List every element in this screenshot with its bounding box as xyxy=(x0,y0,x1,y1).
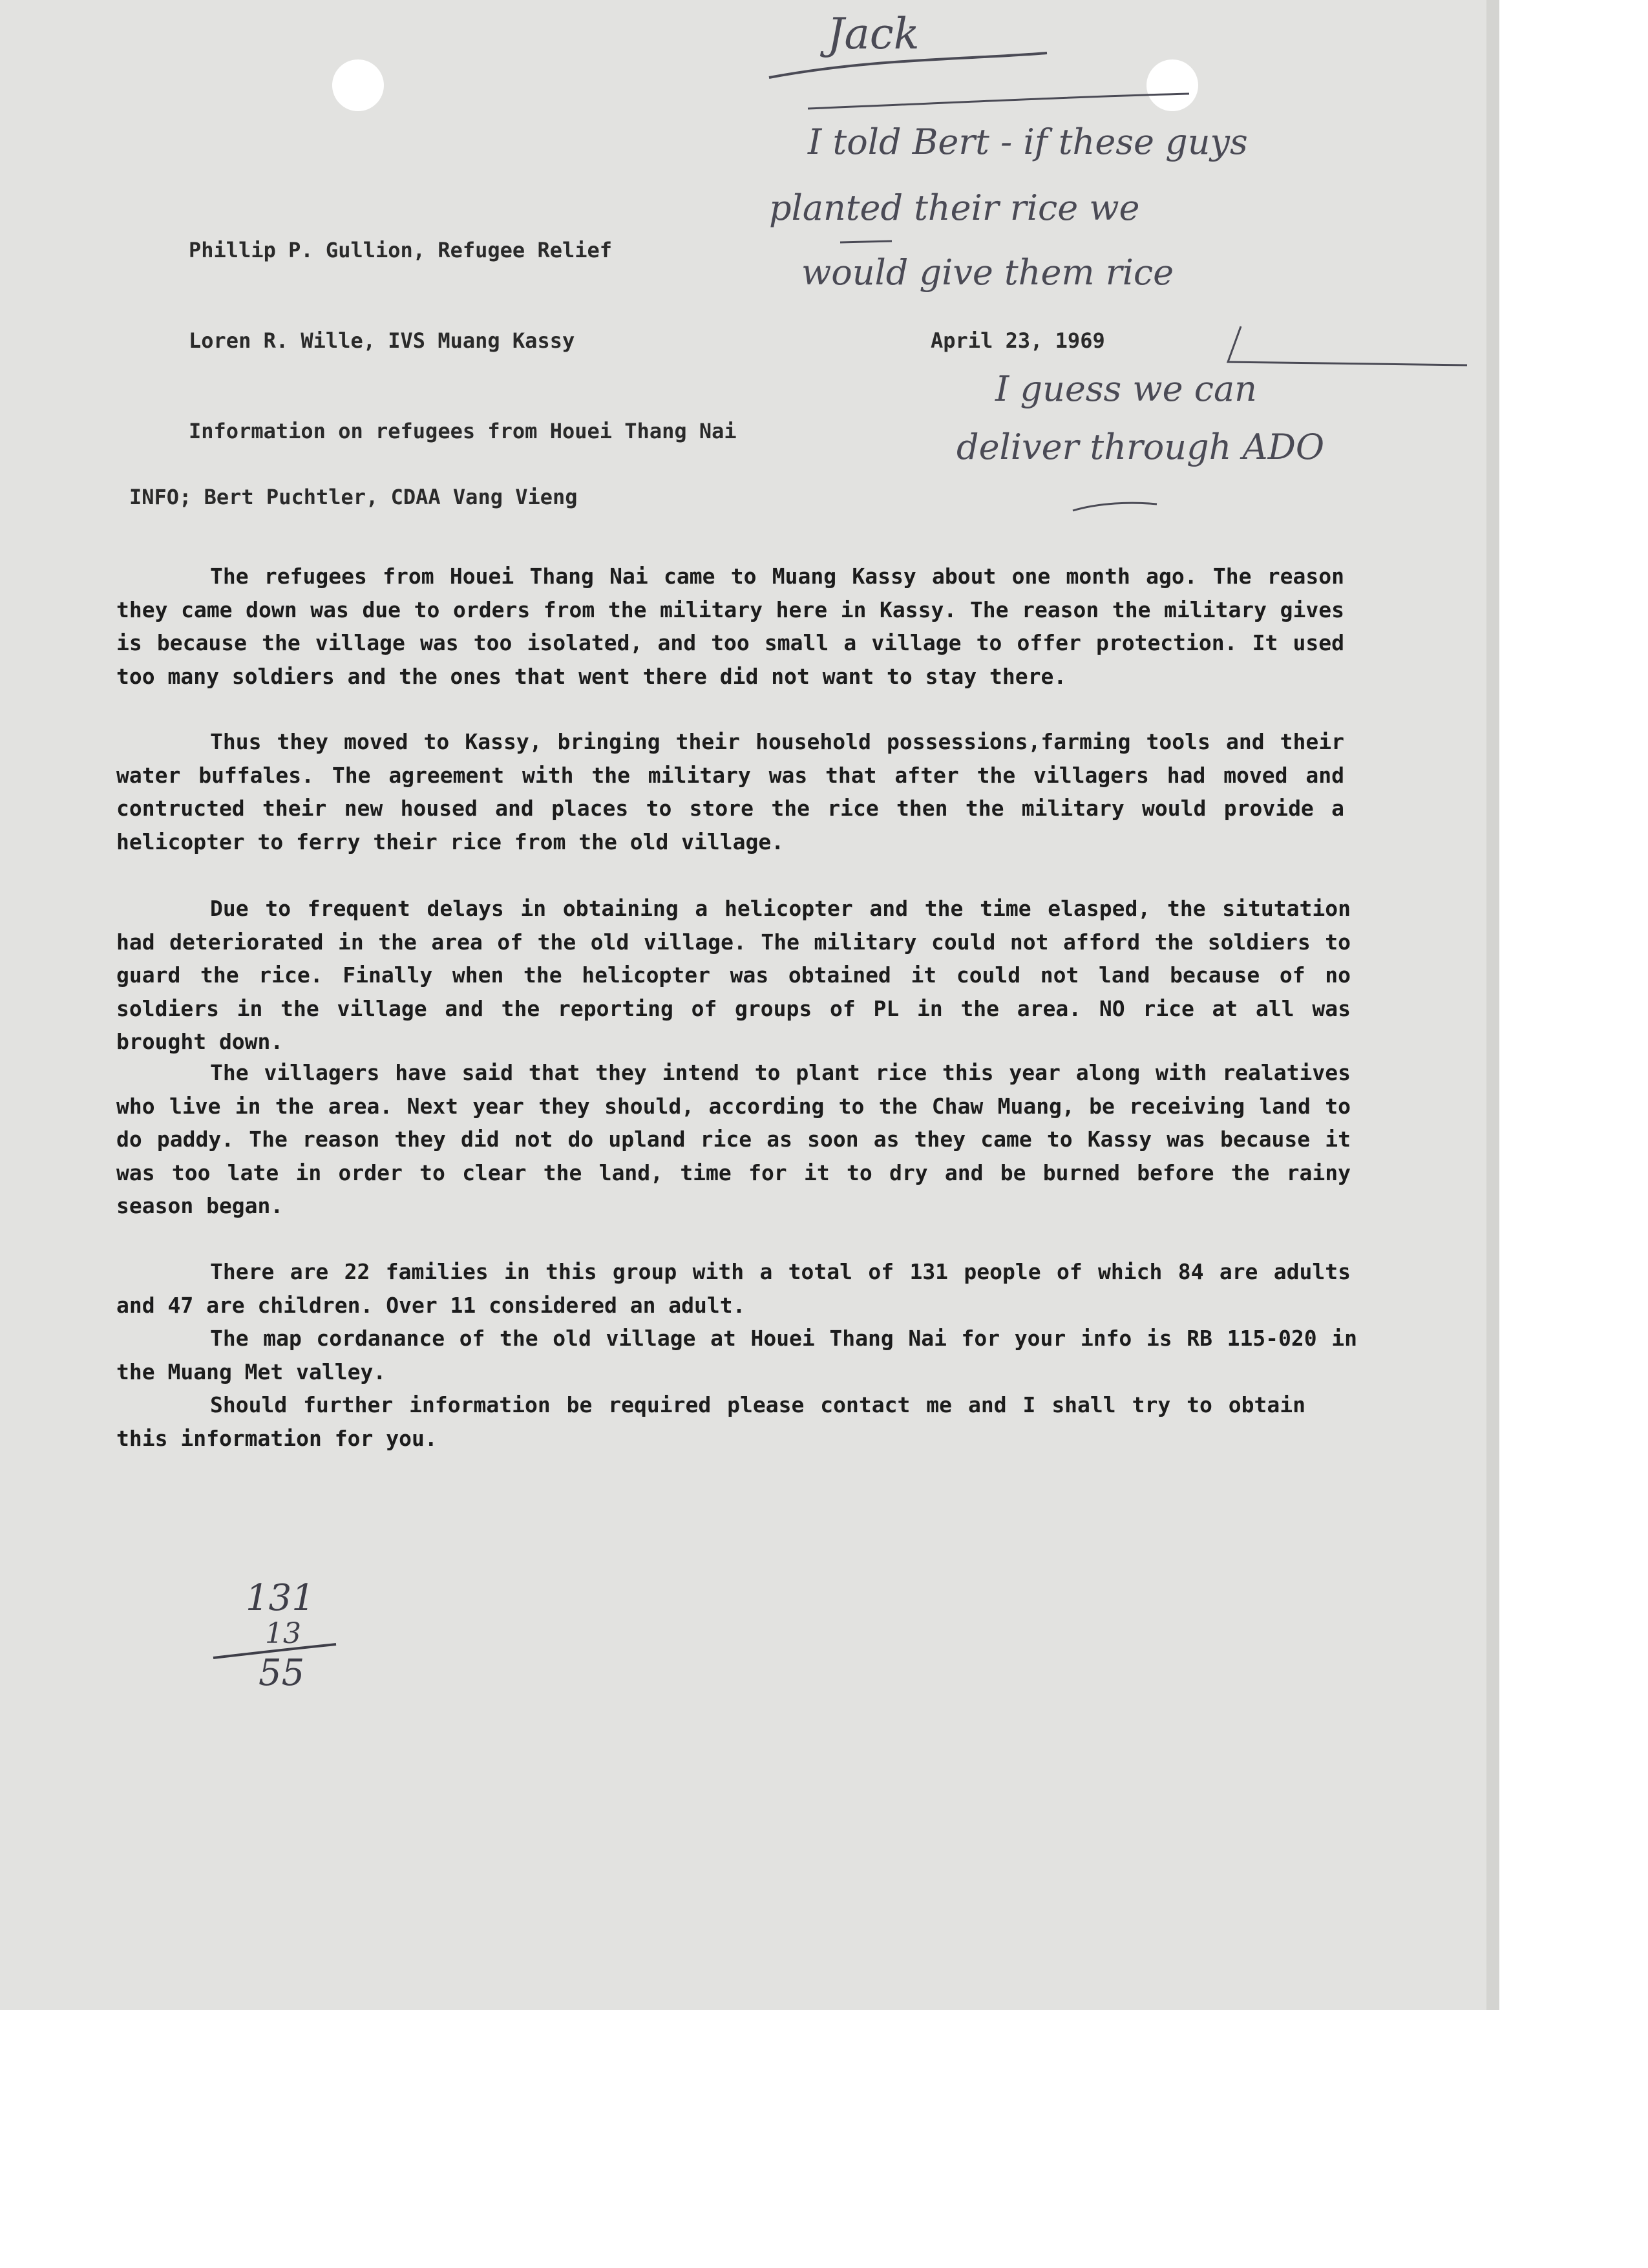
tally-number: 55 xyxy=(259,1652,305,1694)
handwritten-note-line: would give them rice xyxy=(801,252,1174,293)
memo-from: Loren R. Wille, IVS Muang Kassy xyxy=(189,328,575,353)
body-paragraph: The refugees from Houei Thang Nai came to Muang Kassy about one month ago. The reason they came down was due to orders from the military here in Kassy. The reason the military gives is because the village was too isolated, and too small a village to offer protection. It used too many soldiers and the ones that went there did not want to stay there. xyxy=(116,564,1344,689)
body-paragraph: Due to frequent delays in obtaining a helicopter and the time elasped, the situtation had deteriorated in the area of the old village. The military could not afford the soldiers to guard the rice. Finally when the helicopter was obtained it could not land because of no soldiers in the village and the reporting of groups of PL in the area. NO rice at all was brought down. xyxy=(116,896,1351,1054)
handwritten-note-line: I guess we can xyxy=(995,368,1257,409)
handwritten-note-line: planted their rice we xyxy=(769,187,1140,228)
memo-info: INFO; Bert Puchtler, CDAA Vang Vieng xyxy=(129,485,578,509)
tally-number: 131 xyxy=(246,1577,315,1619)
note-underline xyxy=(1073,503,1157,511)
memo-to: Phillip P. Gullion, Refugee Relief xyxy=(189,238,613,262)
tally-number: 13 xyxy=(265,1617,301,1650)
handwritten-note-line: I told Bert - if these guys xyxy=(808,122,1248,162)
body-paragraph: There are 22 families in this group with a total of 131 people of which 84 are adults and 47 are children. Over 11 considered an adult. xyxy=(116,1259,1351,1318)
body-paragraph: Thus they moved to Kassy, bringing their household possessions,farming tools and their water buffales. The agreement with the military was that after the villagers had moved and contructed their new housed and places to store the rice then the military would provide a helicopter to ferry their rice from the old village. xyxy=(116,729,1344,854)
handwritten-note-line: deliver through ADO xyxy=(956,427,1325,467)
name-underline xyxy=(808,94,1189,109)
short-underline xyxy=(840,241,892,242)
date-bracket xyxy=(1228,326,1467,365)
handwritten-tally xyxy=(200,1577,368,1719)
tally-rule xyxy=(200,1577,368,1719)
body-paragraph: Should further information be required please contact me and I shall try to obtain this information for you. xyxy=(116,1392,1305,1451)
memo-date: April 23, 1969 xyxy=(931,328,1105,353)
handwritten-name: Jack xyxy=(827,9,920,59)
body-paragraph: The villagers have said that they intend to plant rice this year along with realatives who live in the area. Next year they should, according to the Chaw Muang, be receiving land to do paddy. The reason they did not do upland rice as soon as they came to Kassy was because it was too late in order to clear the land, time for it to dry and be burned before the rainy season began. xyxy=(116,1060,1351,1218)
memo-subject: Information on refugees from Houei Thang Nai xyxy=(189,419,737,443)
body-paragraph: The map cordanance of the old village at Houei Thang Nai for your info is RB 115-020 in the Muang Met valley. xyxy=(116,1326,1357,1384)
